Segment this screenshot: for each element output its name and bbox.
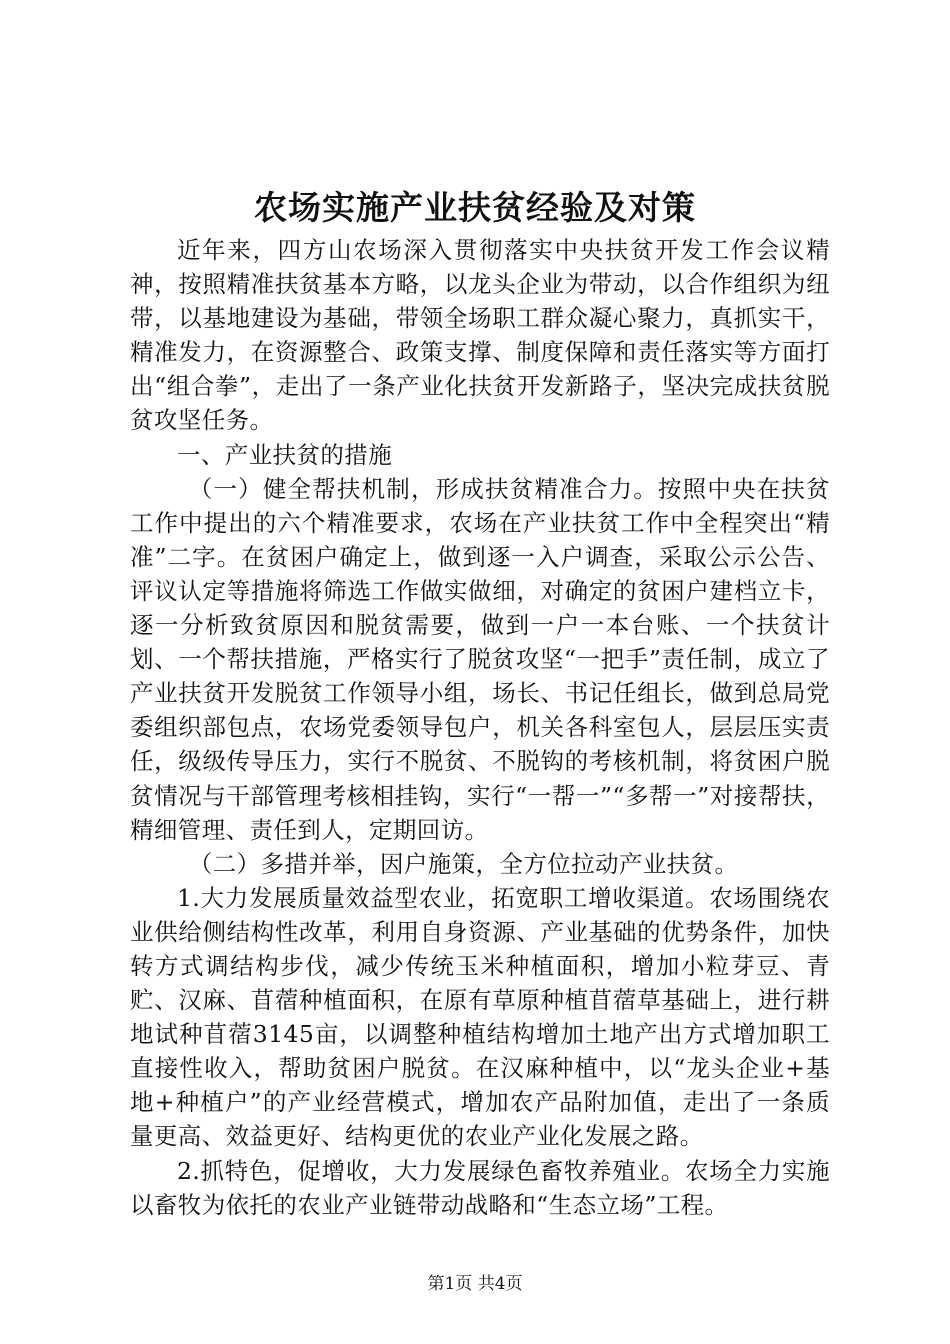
document-body [130,233,830,1222]
paragraph-agriculture: 1.大力发展质量效益型农业，拓宽职工增收渠道。农场围绕农业供给侧结构性改革，利用自身资源、产业基础的优势条件，加快转方式调结构步伐，减少传统玉米种植面积，增加小粒芽豆、青贮、汉麻、苜蓿种植面积，在原有草原种植苜蓿草基础上，进行耕地试种苜蓿3145亩，以调整种植结构增加土地产出方式增加职工直接性收入，帮助贫困户脱贫。在汉麻种植中，以“龙头企业+基地+种植户”的产业经营模式，增加农产品附加值，走出了一条质量更高、效益更好、结构更优的农业产业化发展之路。 [130,883,830,1151]
paragraph-livestock: 2.抓特色，促增收，大力发展绿色畜牧养殖业。农场全力实施以畜牧为依托的农业产业链带动战略和“生态立场”工程。 [130,1156,830,1219]
paragraph-multiple-measures: （二）多措并举，因户施策，全方位拉动产业扶贫。 [188,849,739,878]
document-title: 农场实施产业扶贫经验及对策 [254,188,696,227]
intro-paragraph: 近年来，四方山农场深入贯彻落实中央扶贫开发工作会议精神，按照精准扶贫基本方略，以龙头企业为带动，以合作组织为纽带，以基地建设为基础，带领全场职工群众凝心聚力，真抓实干，精准发力，在资源整合、政策支撑、制度保障和责任落实等方面打出“组合拳”，走出了一条产业化扶贫开发新路子，坚决完成扶贫脱贫攻坚任务。 [130,236,830,435]
section-heading-measures: 一、产业扶贫的措施 [177,440,393,469]
paragraph-mechanism: （一）健全帮扶机制，形成扶贫精准合力。按照中央在扶贫工作中提出的六个精准要求，农场在产业扶贫工作中全程突出“精准”二字。在贫困户确定上，做到逐一入户调查，采取公示公告、评议认定等措施将筛选工作做实做细，对确定的贫困户建档立卡，逐一分析致贫原因和脱贫需要，做到一户一本台账、一个扶贫计划、一个帮扶措施，严格实行了脱贫攻坚“一把手”责任制，成立了产业扶贫开发脱贫工作领导小组，场长、书记任组长，做到总局党委组织部包点，农场党委领导包户，机关各科室包人，层层压实责任，级级传导压力，实行不脱贫、不脱钩的考核机制，将贫困户脱贫情况与干部管理考核相挂钩，实行“一帮一”“多帮一”对接帮扶，精细管理、责任到人，定期回访。 [130,474,830,844]
page-number-footer: 第1页 共4页 [427,1274,523,1294]
